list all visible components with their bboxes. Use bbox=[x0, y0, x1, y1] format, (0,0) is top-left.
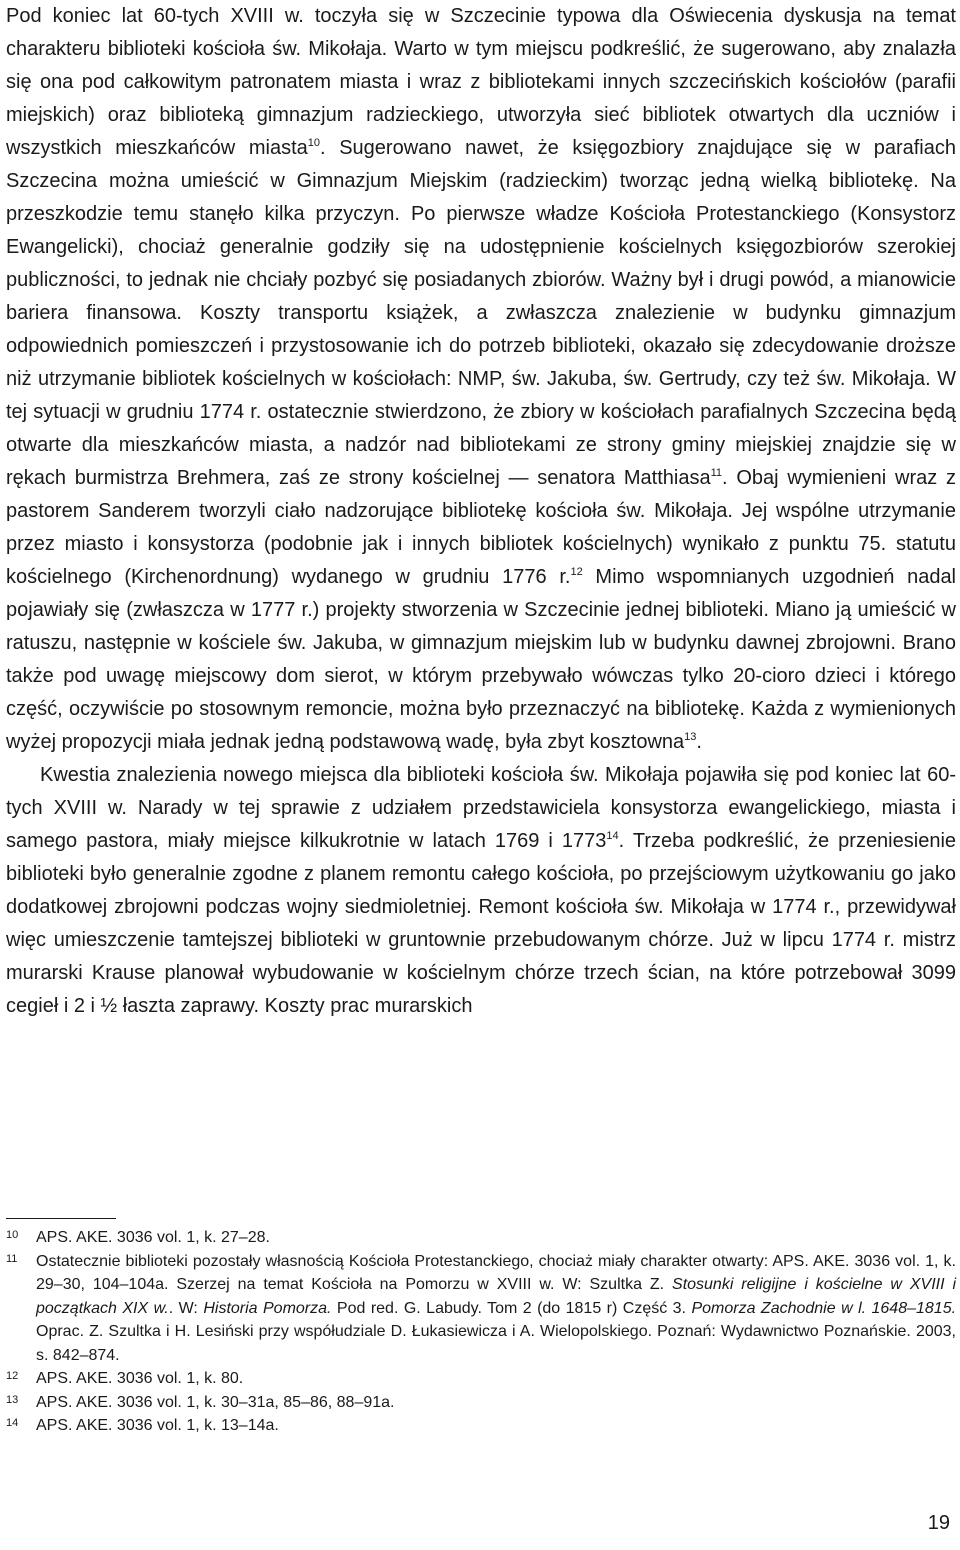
footnote-title-italic: Pomorza Zachodnie w l. 1648–1815. bbox=[691, 1299, 957, 1317]
footnote-separator bbox=[6, 1218, 116, 1219]
paragraph-1 bbox=[6, 0, 956, 759]
footnote-segment: Oprac. Z. Szultka i H. Lesiński przy współudziale D. Łukasiewicza i A. Wielopolskiego. Poznań: Wydawnictwo Poznańskie. 2003, s. 842–874. bbox=[36, 1323, 956, 1364]
footnote-number: 13 bbox=[6, 1393, 19, 1406]
footnote-ref: 10 bbox=[307, 137, 321, 149]
footnote-text bbox=[36, 1250, 956, 1368]
footnote-text: APS. AKE. 3036 vol. 1, k. 13–14a. bbox=[36, 1417, 279, 1434]
footnote-11 bbox=[6, 1250, 956, 1368]
footnote-text: APS. AKE. 3036 vol. 1, k. 30–31a, 85–86, 88–91a. bbox=[36, 1393, 395, 1411]
paragraph-text: Kwestia znalezienia nowego miejsca dla biblioteki kościoła św. Mikołaja pojawiła się pod koniec lat 60-tych XVIII w. Narady w tej sprawie z udziałem przedstawiciela konsystorza ewangelickiego, miasta i samego pastora, miały miejsce kilkukrotnie w latach 1769 i 1773 bbox=[6, 764, 956, 852]
paragraph-text: . Obaj wymienieni wraz z pastorem Sanderem tworzyli ciało nadzorujące bibliotekę kościoła św. Mikołaja. Jej wspólne utrzymanie przez miasto i konsystorza (podobnie jak i innych bibliotek kościelnych) wynikało z punktu 75. statutu kościelnego (Kirchenordnung) wydanego w grudniu 1776 r. bbox=[6, 467, 956, 588]
paragraph-text: Mimo wspomnianych uzgodnień nadal pojawiały się (zwłaszcza w 1777 r.) projekty stworzenia w Szczecinie jednej biblioteki. Miano ją umieścić w ratuszu, następnie w kościele św. Jakuba, w gimnazjum miejskim lub w budynku dawnej zbrojowni. Brano także pod uwagę miejscowy dom sierot, w którym przebywało wówczas tylko 20-cioro dzieci i którego część, oczywiście po stosownym remoncie, można było przeznaczyć na bibliotekę. Każda z wymienionych wyżej propozycji miała jednak jedną podstawową wadę, była zbyt kosztowna bbox=[6, 566, 957, 753]
footnote-number: 11 bbox=[6, 1252, 18, 1265]
footnote-number: 12 bbox=[6, 1370, 19, 1382]
paragraph-text: Pod koniec lat 60-tych XVIII w. toczyła się w Szczecinie typowa dla Oświecenia dyskusja na temat charakteru biblioteki kościoła św. Mikołaja. Warto w tym miejscu podkreślić, że sugerowano, aby znalazła się ona pod całkowitym patronatem miasta i wraz z bibliotekami innych szczecińskich kościołów (parafii miejskich) oraz biblioteką gimnazjum radzieckiego, utworzyła sieć bibliotek otwartych dla uczniów i wszystkich mieszkańców miasta bbox=[6, 5, 956, 159]
footnote-10 bbox=[6, 1226, 956, 1250]
footnote-number: 14 bbox=[6, 1417, 19, 1429]
footnote-12 bbox=[6, 1367, 956, 1391]
footnote-segment: . W: bbox=[168, 1299, 204, 1317]
footnote-ref: 14 bbox=[606, 830, 619, 842]
footnote-title-italic: Stosunki religijne i kościelne w XVIII i początkach XIX w. bbox=[36, 1276, 957, 1317]
main-text bbox=[6, 0, 956, 1023]
footnote-text: APS. AKE. 3036 vol. 1, k. 27–28. bbox=[36, 1229, 270, 1246]
footnote-title-italic: Historia Pomorza. bbox=[203, 1299, 332, 1317]
footnote-ref: 13 bbox=[684, 731, 697, 743]
footnote-segment: Pod red. G. Labudy. Tom 2 (do 1815 r) Część 3. bbox=[331, 1299, 692, 1317]
footnote-13 bbox=[6, 1391, 956, 1415]
footnote-14 bbox=[6, 1414, 956, 1438]
footnote-segment: Ostatecznie biblioteki pozostały własnością Kościoła Protestanckiego, chociaż miały charakter otwarty: APS. AKE. 3036 vol. 1, k. 29–30, 104–104a. Szerzej na temat Kościoła na Pomorzu w XVIII w. W: Szultka Z. bbox=[36, 1252, 956, 1293]
footnotes bbox=[6, 1226, 956, 1438]
footnote-number: 10 bbox=[6, 1229, 19, 1241]
footnote-ref: 11 bbox=[710, 467, 723, 479]
paragraph-text: . Trzeba podkreślić, że przeniesienie biblioteki było generalnie zgodne z planem remontu całego kościoła, po przejściowym użytkowaniu go jako dodatkowej zbrojowni podczas wojny siedmioletniej. Remont kościoła św. Mikołaja w 1774 r., przewidywał więc umieszczenie tamtejszej biblioteki w gruntownie przebudowanym chórze. Już w lipcu 1774 r. mistrz murarski Krause planował wybudowanie w kościelnym chórze trzech ścian, na które potrzebował 3099 cegieł i 2 i ½ łaszta zaprawy. Koszty prac murarskich bbox=[6, 830, 957, 1017]
footnote-text: APS. AKE. 3036 vol. 1, k. 80. bbox=[36, 1370, 244, 1387]
paragraph-text: . bbox=[696, 731, 702, 753]
paragraph-2 bbox=[6, 759, 956, 1023]
footnote-ref: 12 bbox=[570, 566, 583, 578]
page-number: 19 bbox=[927, 1512, 950, 1534]
paragraph-text: . Sugerowano nawet, że księgozbiory znajdujące się w parafiach Szczecina można umieścić w Gimnazjum Miejskim (radzieckim) tworząc jedną wielką bibliotekę. Na przeszkodzie temu stanęło kilka przyczyn. Po pierwsze władze Kościoła Protestanckiego (Konsystorz Ewangelicki), chociaż generalnie godziły się na udostępnienie kościelnych księgozbiorów szerokiej publiczności, to jednak nie chciały pozbyć się posiadanych zbiorów. Ważny był i drugi powód, a mianowicie bariera finansowa. Koszty transportu książek, a zwłaszcza znalezienie w budynku gimnazjum odpowiednich pomieszczeń i przystosowanie ich do potrzeb biblioteki, okazało się zdecydowanie droższe niż utrzymanie bibliotek kościelnych w kościołach: NMP, św. Jakuba, św. Gertrudy, czy też św. Mikołaja. W tej sytuacji w grudniu 1774 r. ostatecznie stwierdzono, że zbiory w kościołach parafialnych Szczecina będą otwarte dla mieszkańców miasta, a nadzór nad bibliotekami ze strony gminy miejskiej znajdzie się w rękach burmistrza Brehmera, zaś ze strony kościelnej — senatora Matthiasa bbox=[6, 137, 957, 489]
